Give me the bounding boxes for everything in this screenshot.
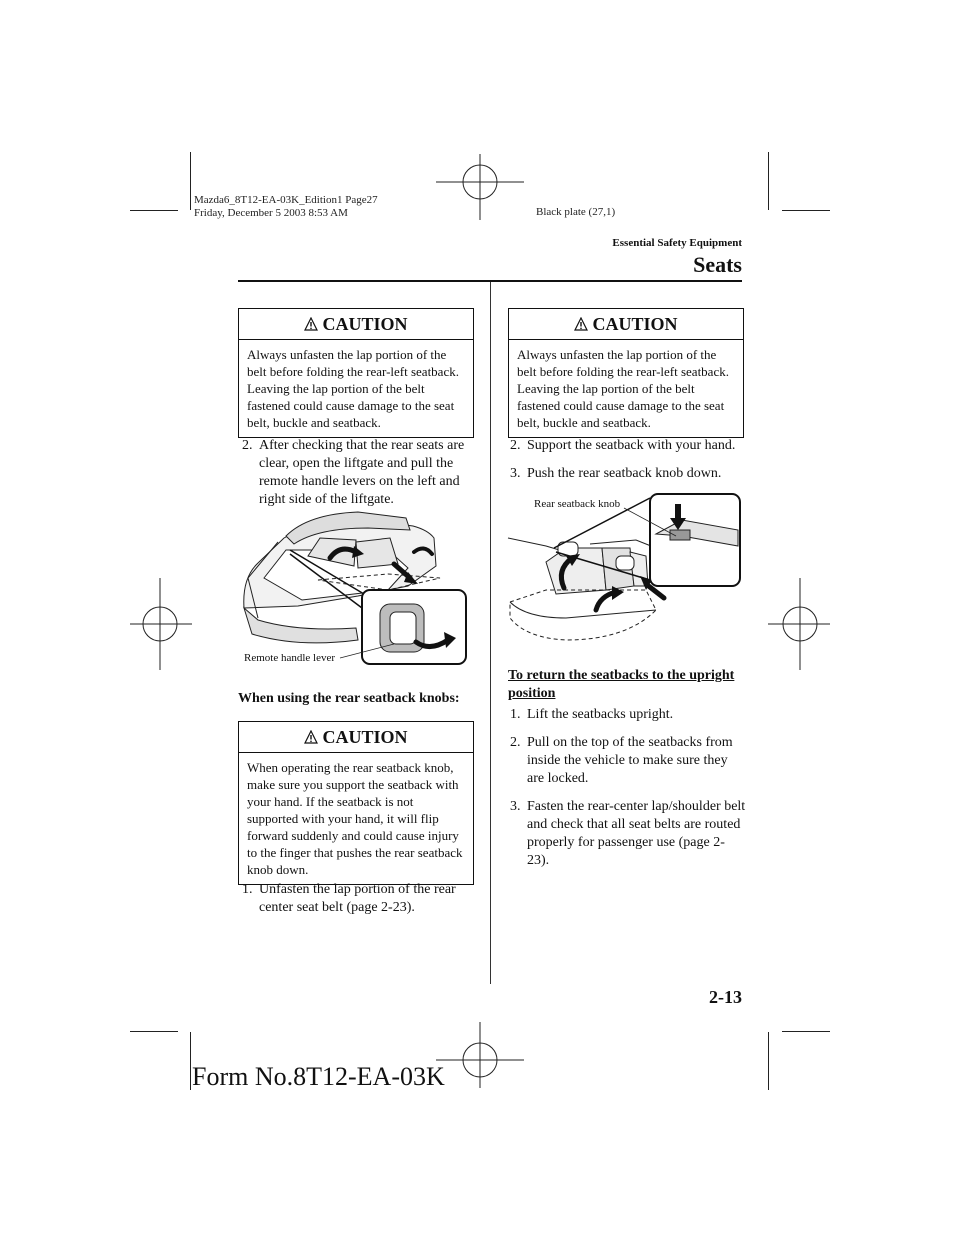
step-item: [242, 881, 474, 917]
section-label: Essential Safety Equipment: [612, 237, 742, 249]
crop-mark: [130, 1031, 178, 1032]
liftgate-remote-handle-illustration: [238, 508, 474, 668]
crop-mark: [782, 210, 830, 211]
step-item: [510, 465, 746, 483]
plate-info: Black plate (27,1): [536, 206, 616, 218]
step-text: After checking that the rear seats are clear, open the liftgate and pull the remote handle levers on the left and right side of the liftgate.: [259, 438, 465, 507]
caution-heading-text: CAUTION: [322, 726, 408, 747]
page-number: 2-13: [709, 987, 742, 1007]
step-item: [510, 798, 746, 870]
crop-mark: [782, 1031, 830, 1032]
step-text: Support the seatback with your hand.: [527, 438, 736, 453]
warning-triangle-icon: [304, 730, 318, 744]
column-divider: [490, 282, 491, 984]
crop-mark: [768, 152, 769, 210]
step-item: [510, 734, 746, 788]
crop-mark: [130, 210, 178, 211]
caution-box-seatback-belt: [238, 308, 474, 438]
step-number: 2.: [510, 438, 521, 453]
caution-heading: [239, 309, 473, 340]
step-number: 1.: [242, 882, 253, 897]
caution-text: When operating the rear seatback knob, make sure you support the seatback with your hand. If the seatback is not supported with your hand, it will flip forward suddenly and could cause injury to the finger that pushes the rear seatback knob down.: [247, 760, 463, 877]
crop-mark: [190, 152, 191, 210]
caution-box-seatback-knob: [238, 721, 474, 885]
figure-label-remote-handle-lever: Remote handle lever: [244, 652, 336, 664]
step-number: 2.: [510, 735, 521, 750]
step-number: 2.: [242, 438, 253, 453]
caution-box-seatback-belt-right: [508, 308, 744, 438]
print-meta-line2: Friday, December 5 2003 8:53 AM: [194, 207, 348, 219]
step-text: Lift the seatbacks upright.: [527, 707, 674, 722]
registration-mark-right: [764, 576, 834, 672]
form-number: Form No.8T12-EA-03K: [192, 1062, 445, 1091]
step-text: Fasten the rear-center lap/shoulder belt and check that all seat belts are routed properly for passenger use (page 2-23).: [527, 799, 746, 868]
registration-mark-left: [126, 576, 196, 672]
caution-heading: [509, 309, 743, 340]
step-item: [510, 437, 746, 455]
crop-mark: [190, 1032, 191, 1090]
registration-mark-bottom: [432, 1020, 528, 1090]
step-item: [510, 706, 746, 724]
knobs-heading: When using the rear seatback knobs:: [238, 691, 460, 706]
step-number: 3.: [510, 466, 521, 481]
step-text: Unfasten the lap portion of the rear center seat belt (page 2-23).: [259, 882, 456, 915]
print-meta: [194, 194, 378, 220]
step-number: 1.: [510, 707, 521, 722]
caution-heading: [239, 722, 473, 753]
caution-text: Always unfasten the lap portion of the belt before folding the rear-left seatback. Leaving the lap portion of the belt fastened could cause damage to the seat belt, buckle and seatback.: [247, 347, 459, 430]
warning-triangle-icon: [304, 317, 318, 331]
step-text: Push the rear seatback knob down.: [527, 466, 722, 481]
step-text: Pull on the top of the seatbacks from inside the vehicle to make sure they are locked.: [527, 735, 733, 786]
caution-text: Always unfasten the lap portion of the belt before folding the rear-left seatback. Leaving the lap portion of the belt fastened could cause damage to the seat belt, buckle and seatback.: [517, 347, 729, 430]
figure-label-rear-seatback-knob: Rear seatback knob: [534, 498, 621, 510]
caution-heading-text: CAUTION: [592, 313, 678, 334]
print-meta-line1: Mazda6_8T12-EA-03K_Edition1 Page27: [194, 194, 378, 206]
registration-mark-top: [432, 152, 528, 222]
return-heading: To return the seatbacks to the upright position: [508, 668, 735, 701]
page-title: Seats: [693, 252, 742, 277]
step-item: [242, 437, 474, 509]
warning-triangle-icon: [574, 317, 588, 331]
step-number: 3.: [510, 799, 521, 814]
rear-seatback-knob-illustration: [506, 490, 746, 650]
crop-mark: [768, 1032, 769, 1090]
caution-heading-text: CAUTION: [322, 313, 408, 334]
